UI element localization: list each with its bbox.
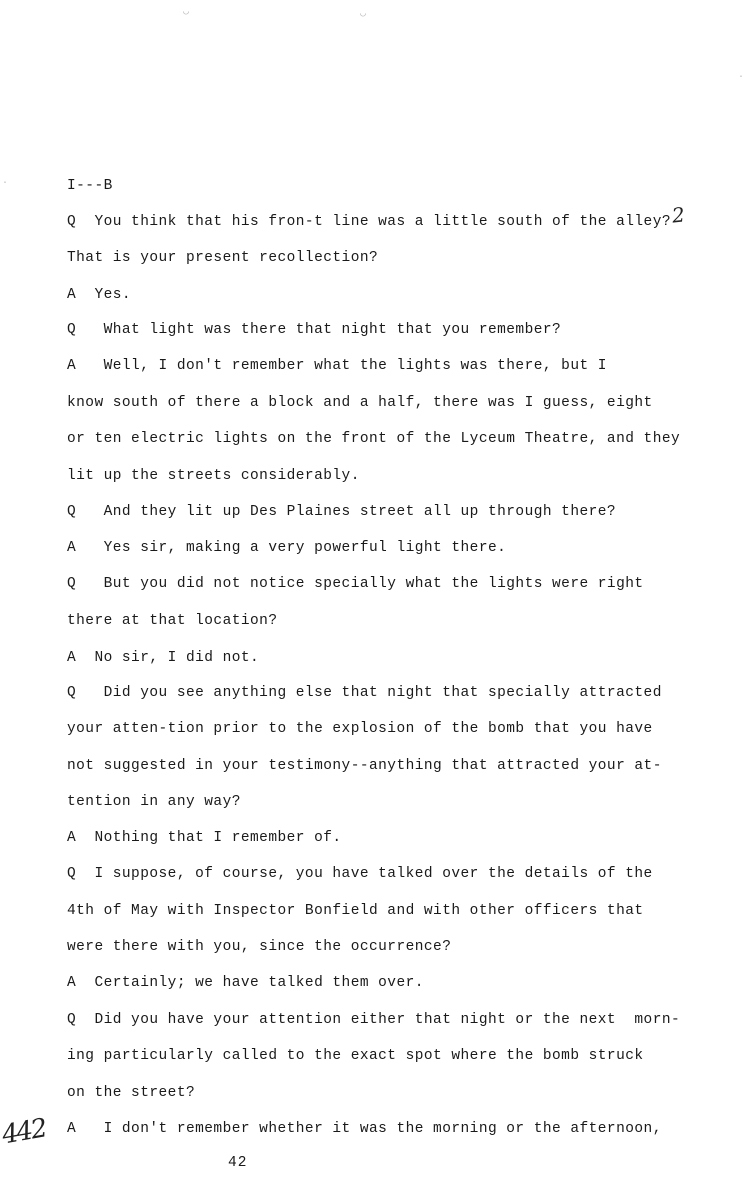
- transcript-line-21: were there with you, since the occurrence?: [67, 939, 452, 955]
- transcript-line-1: Q You think that his fron-t line was a little south of the alley?: [67, 214, 671, 230]
- transcript-line-4: Q What light was there that night that you remember?: [67, 322, 562, 338]
- transcript-line-15: your atten-tion prior to the explosion of the bomb that you have: [67, 721, 653, 737]
- transcript-line-23: Q Did you have your attention either that night or the next morn-: [67, 1012, 681, 1028]
- handwritten-annotation-margin: 442: [0, 1113, 48, 1151]
- scan-speck: ·: [738, 72, 745, 83]
- transcript-line-22: A Certainly; we have talked them over.: [67, 975, 424, 991]
- handwritten-annotation-top: 2: [670, 202, 686, 228]
- transcript-line-3: A Yes.: [67, 287, 132, 303]
- transcript-line-2: That is your present recollection?: [67, 250, 379, 266]
- transcript-line-17: tention in any way?: [67, 794, 241, 810]
- transcript-line-14: Q Did you see anything else that night that specially attracted: [67, 685, 662, 701]
- scan-speck: ·: [2, 178, 9, 189]
- scan-speck: ◡: [183, 7, 190, 18]
- transcript-line-5: A Well, I don't remember what the lights was there, but I: [67, 358, 607, 374]
- transcript-line-19: Q I suppose, of course, you have talked over the details of the: [67, 866, 653, 882]
- transcript-line-11: Q But you did not notice specially what the lights were right: [67, 576, 644, 592]
- transcript-line-9: Q And they lit up Des Plaines street all up through there?: [67, 504, 617, 520]
- transcript-line-12: there at that location?: [67, 613, 278, 629]
- transcript-line-16: not suggested in your testimony--anything that attracted your at-: [67, 758, 662, 774]
- transcript-line-24: ing particularly called to the exact spot where the bomb struck: [67, 1048, 644, 1064]
- transcript-line-18: A Nothing that I remember of.: [67, 830, 342, 846]
- transcript-line-13: A No sir, I did not.: [67, 650, 260, 666]
- transcript-line-25: on the street?: [67, 1085, 196, 1101]
- transcript-line-8: lit up the streets considerably.: [67, 468, 360, 484]
- transcript-line-26: A I don't remember whether it was the morning or the afternoon,: [67, 1121, 662, 1137]
- scan-speck: ◡: [360, 9, 367, 20]
- transcript-line-20: 4th of May with Inspector Bonfield and with other officers that: [67, 903, 644, 919]
- transcript-line-7: or ten electric lights on the front of the Lyceum Theatre, and they: [67, 431, 681, 447]
- page-number: 42: [228, 1155, 248, 1171]
- section-label: I---B: [67, 178, 113, 194]
- transcript-line-6: know south of there a block and a half, there was I guess, eight: [67, 395, 653, 411]
- transcript-line-10: A Yes sir, making a very powerful light there.: [67, 540, 507, 556]
